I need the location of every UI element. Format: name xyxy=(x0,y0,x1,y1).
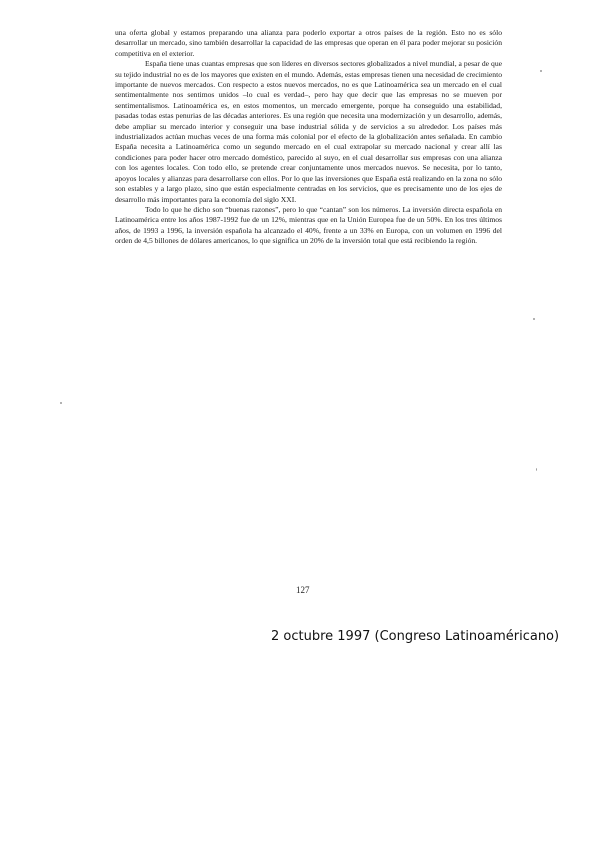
date-caption: 2 octubre 1997 (Congreso Latinoaméricano) xyxy=(271,629,560,644)
paragraph-1: una oferta global y estamos preparando una alianza para poderlo exportar a otros países de la región. Esto no es sólo desarrollar un mercado, sino también desarrollar la capacidad de las empresas que operan en él para poder mejorar su posición competitiva en el exterior. xyxy=(115,28,502,58)
page-number: 127 xyxy=(296,585,310,595)
scan-speck xyxy=(533,318,535,320)
paragraph-2: España tiene unas cuantas empresas que son líderes en diversos sectores globalizados a nivel mundial, a pesar de que su tejido industrial no es de los mayores que existen en el mundo. Además, estas empresas tienen una necesidad de crecimiento importante de nuevos mercados. Con respecto a estos nuevos mercados, no es que Latinoamérica sea un mercado en el cual sentimentalmente nos sentimos unidos –lo cual es verdad–, pero hay que decir que las empresas no se mueven por sentimentalismos. Latinoamérica es, en estos momentos, un mercado emergente, porque ha conseguido una estabilidad, pasadas todas estas penurias de las décadas anteriores. Es una región que necesita una modernización y un desarrollo, además, debe ampliar su mercado interior y conseguir una base industrial sólida y de servicios a su alrededor. Los países más industrializados actúan muchas veces de una forma más colonial por el efecto de la globalización antes señalada. En cambio España necesita a Latinoamérica como un segundo mercado en el cual extrapolar su mercado nacional y crear allí las condiciones para poder hacer otro mercado doméstico, parecido al suyo, en el cual desarrollar sus empresas con una alianza con los agentes locales. Con todo ello, se pretende crear conjuntamente unos mercados nuevos. Se necesita, por lo tanto, apoyos locales y alianzas para desarrollarse con ellos. Por lo que las inversiones que España está realizando en la zona no sólo son estables y a largo plazo, sino que están especialmente centradas en los servicios, que es precisamente uno de los ejes de desarrollo más importantes para la economía del siglo XXI. xyxy=(115,59,502,204)
paragraph-3: Todo lo que he dicho son “buenas razones”, pero lo que “cantan” son los números. La inversión directa española en Latinoamérica entre los años 1987-1992 fue de un 12%, mientras que en la Unión Europea fue de un 50%. En los tres últimos años, de 1993 a 1996, la inversión española ha alcanzado el 40%, frente a un 33% en Europa, con un volumen en 1996 del orden de 4,5 billones de dólares americanos, lo que significa un 20% de la inversión total que está recibiendo la región. xyxy=(115,204,502,246)
scan-speck xyxy=(60,402,62,404)
scan-speck xyxy=(536,468,537,471)
scan-speck xyxy=(540,70,542,72)
scanned-page-text xyxy=(115,28,502,247)
